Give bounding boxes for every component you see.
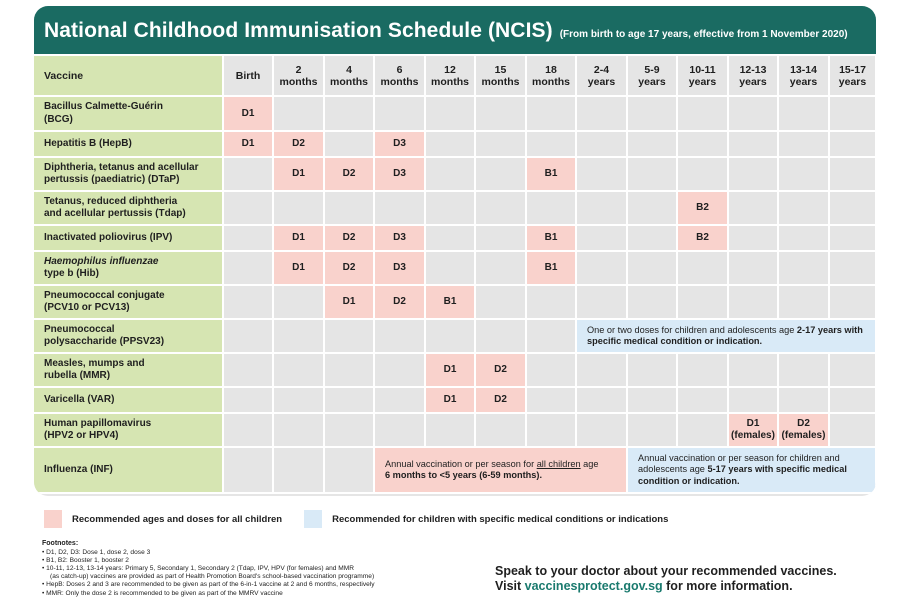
header-bar xyxy=(34,6,876,54)
dose-cell: B1 xyxy=(425,285,475,319)
table-row xyxy=(34,131,876,157)
dose-cell: D3 xyxy=(374,157,425,191)
vaccine-name: Tetanus, reduced diphtheria and acellular pertussis (Tdap) xyxy=(34,191,223,225)
footnote-item: • D1, D2, D3: Dose 1, dose 2, dose 3 xyxy=(42,549,151,557)
influenza-condition-note: Annual vaccination or per season for children and adolescents age 5-17 years with specific medical condition or indication. xyxy=(627,447,876,493)
column-header-age: 2-4 years xyxy=(576,55,627,96)
column-header-age: 6 months xyxy=(374,55,425,96)
column-header-age: 12-13 years xyxy=(728,55,778,96)
legend-item-all-children xyxy=(44,510,282,528)
call-to-action xyxy=(495,564,885,593)
column-header-age: 13-14 years xyxy=(778,55,829,96)
ppsv23-condition-note: One or two doses for children and adolescents age 2-17 years with specific medical condition or indication. xyxy=(576,319,876,353)
dose-cell: D2 xyxy=(273,131,324,157)
vaccine-name: Haemophilus influenzae type b (Hib) xyxy=(34,251,223,285)
footnote-item: (as catch-up) vaccines are provided as part of Health Promotion Board's school-based vaccination programme) xyxy=(50,573,375,581)
column-header-age: 12 months xyxy=(425,55,475,96)
vaccine-name: Varicella (VAR) xyxy=(34,387,223,413)
table-row xyxy=(34,96,876,131)
dose-cell: D1 xyxy=(324,285,374,319)
footnote-item: • 10-11, 12-13, 13-14 years: Primary 5, Secondary 1, Secondary 2 (Tdap, IPV, HPV (for females) and MMR xyxy=(42,565,354,573)
legend-item-special-conditions xyxy=(304,510,668,528)
dose-cell: D1 xyxy=(425,353,475,387)
dose-cell: D1 xyxy=(223,131,273,157)
schedule-card xyxy=(34,6,876,496)
dose-cell: D1 xyxy=(223,96,273,131)
vaccine-name: Human papillomavirus (HPV2 or HPV4) xyxy=(34,413,223,447)
column-header-age: Birth xyxy=(223,55,273,96)
table-row xyxy=(34,353,876,387)
vaccine-name: Pneumococcal conjugate (PCV10 or PCV13) xyxy=(34,285,223,319)
footnote-item: • MMR: Only the dose 2 is recommended to be given as part of the MMRV vaccine xyxy=(42,589,283,597)
legend-swatch-blue xyxy=(304,510,322,528)
table-row xyxy=(34,447,876,493)
footnotes-heading: Footnotes: xyxy=(42,540,79,547)
table-row xyxy=(34,285,876,319)
column-header-age: 10-11 years xyxy=(677,55,728,96)
legend-label: Recommended ages and doses for all children xyxy=(72,513,283,525)
column-header-age: 5-9 years xyxy=(627,55,677,96)
vaccine-name: Diphtheria, tetanus and acellular pertussis (paediatric) (DTaP) xyxy=(34,157,223,191)
table-row xyxy=(34,251,876,285)
dose-cell: D1 xyxy=(273,157,324,191)
table-row xyxy=(34,387,876,413)
influenza-all-children-note: Annual vaccination or per season for all children age 6 months to <5 years (6-59 months). xyxy=(374,447,627,493)
dose-cell: D2 xyxy=(324,225,374,251)
footnote-item: • HepB: Doses 2 and 3 are recommended to be given as part of the 6-in-1 vaccine at 2 and 6 months, respectively xyxy=(42,581,375,589)
table-row xyxy=(34,413,876,447)
dose-cell: D2 xyxy=(324,251,374,285)
footnote-item: • B1, B2: Booster 1, booster 2 xyxy=(42,557,129,565)
dose-cell: D1 xyxy=(273,251,324,285)
website-link[interactable]: vaccinesprotect.gov.sg xyxy=(524,578,663,593)
table-row xyxy=(34,225,876,251)
vaccine-name: Hepatitis B (HepB) xyxy=(34,131,223,157)
vaccine-name: Inactivated poliovirus (IPV) xyxy=(34,225,223,251)
dose-cell: D2 xyxy=(475,353,526,387)
dose-cell: B2 xyxy=(677,225,728,251)
dose-cell: B2 xyxy=(677,191,728,225)
legend xyxy=(44,510,690,528)
dose-cell: D1 xyxy=(425,387,475,413)
vaccine-name: Influenza (INF) xyxy=(34,447,223,493)
dose-cell: B1 xyxy=(526,225,576,251)
legend-swatch-pink xyxy=(44,510,62,528)
dose-cell: D1 xyxy=(273,225,324,251)
column-header-age: 18 months xyxy=(526,55,576,96)
page-title: National Childhood Immunisation Schedule (NCIS) xyxy=(44,19,553,42)
footnotes xyxy=(42,540,462,598)
dose-cell: D3 xyxy=(374,225,425,251)
vaccine-name: Bacillus Calmette-Guérin (BCG) xyxy=(34,96,223,131)
dose-cell: D1 (females) xyxy=(728,413,778,447)
table-row xyxy=(34,157,876,191)
cta-line2: Visit vaccinesprotect.gov.sg for more information. xyxy=(495,578,793,593)
table-header-row xyxy=(34,55,876,96)
page-subtitle: (From birth to age 17 years, effective from 1 November 2020) xyxy=(559,29,848,40)
column-header-age: 2 months xyxy=(273,55,324,96)
dose-cell: D2 xyxy=(324,157,374,191)
column-header-vaccine: Vaccine xyxy=(34,55,223,96)
column-header-age: 15 months xyxy=(475,55,526,96)
vaccine-name: Pneumococcal polysaccharide (PPSV23) xyxy=(34,319,223,353)
legend-label: Recommended for children with specific medical conditions or indications xyxy=(332,513,669,525)
table-row xyxy=(34,191,876,225)
vaccine-name: Measles, mumps and rubella (MMR) xyxy=(34,353,223,387)
dose-cell: D3 xyxy=(374,251,425,285)
column-header-age: 4 months xyxy=(324,55,374,96)
dose-cell: D2 xyxy=(475,387,526,413)
table-row xyxy=(34,319,876,353)
dose-cell: D2 (females) xyxy=(778,413,829,447)
dose-cell: D2 xyxy=(374,285,425,319)
column-header-age: 15-17 years xyxy=(829,55,876,96)
dose-cell: B1 xyxy=(526,157,576,191)
dose-cell: B1 xyxy=(526,251,576,285)
schedule-table xyxy=(34,54,876,494)
dose-cell: D3 xyxy=(374,131,425,157)
cta-line1: Speak to your doctor about your recommended vaccines. xyxy=(495,564,837,578)
